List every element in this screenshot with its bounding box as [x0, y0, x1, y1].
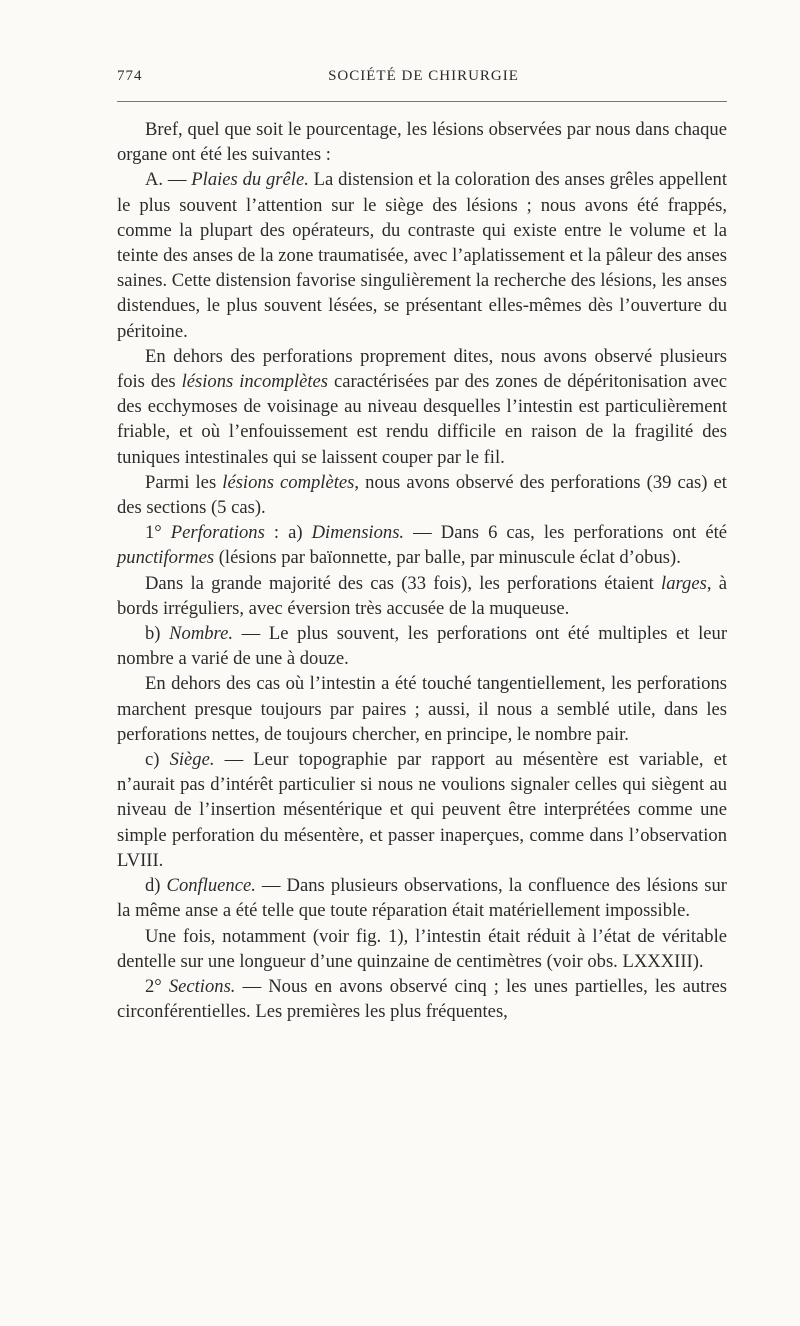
paragraph-nombre: b) Nombre. — Le plus souvent, les perforations ont été multiples et leur nombre a varié de une à douze.	[117, 623, 728, 670]
paragraph-sections: 2° Sections. — Nous en avons observé cinq ; les unes partielles, les autres circonférentielles. Les premières les plus fréquentes,	[117, 975, 727, 1023]
paragraph-larges: Dans la grande majorité des cas (33 fois), les perforations étaient larges, à bords irréguliers, avec éversion très accusée de la muqueuse.	[117, 572, 727, 619]
page-number: 774	[117, 68, 143, 84]
paragraph-siege: c) Siège. — Leur topographie par rapport au mésentère est variable, et n’aurait pas d’intérêt particulier si nous ne voulions signaler celles qui siègent au niveau de l’insertion mésentérique et qui peuvent être interprétées comme une simple perforation du mésentère, et passer inaperçues, comme dans l’observation LVIII.	[117, 749, 728, 871]
paragraph-lesions-incompletes: En dehors des perforations proprement dites, nous avons observé plusieurs fois des lésions incomplètes caractérisées par des zones de dépéritonisation avec des ecchymoses de voisinage au niveau desquelles l’intestin est particulièrement friable, et où l’enfouissement est rendu difficile en raison de la fragilité des tuniques intestinales qui se laissent couper par le fil.	[117, 345, 728, 468]
paragraph-plaies-du-grele: A. — Plaies du grêle. La distension et la coloration des anses grêles appellent le plus souvent l’attention sur le siège des lésions ; nous avons été frappés, comme la plupart des opérateurs, du contraste qui existe entre le volume et la teinte des anses de la zone traumatisée, avec l’aplatissement et la pâleur des anses saines. Cette distension favorise singulièrement la recherche des lésions, les anses distendues, le plus souvent lésées, se présentant elles-mêmes dès l’ouverture du péritoine.	[117, 169, 727, 342]
paragraph-confluence: d) Confluence. — Dans plusieurs observations, la confluence des lésions sur la même anse a été telle que toute réparation était matériellement impossible.	[117, 875, 727, 922]
paragraph-lesions-completes: Parmi les lésions complètes, nous avons observé des perforations (39 cas) et des sections (5 cas).	[117, 471, 727, 519]
paragraph-dentelle: Une fois, notamment (voir fig. 1), l’intestin était réduit à l’état de véritable dentelle sur une longueur d’une quinzaine de centimètres (voir obs. LXXXIII).	[117, 925, 727, 972]
section-heading: Plaies du grêle.	[191, 169, 309, 191]
paragraph-paires: En dehors des cas où l’intestin a été touché tangentiellement, les perforations marchent presque toujours par paires ; aussi, il nous a semblé utile, dans les perforations nettes, de toujours chercher, en principe, le nombre pair.	[117, 673, 727, 745]
running-title: SOCIÉTÉ DE CHIRURGIE	[328, 68, 519, 84]
header-rule	[117, 101, 727, 102]
paragraph-1: Bref, quel que soit le pourcentage, les lésions observées par nous dans chaque organe ont été les suivantes :	[117, 119, 727, 166]
paragraph-perforations: 1° Perforations : a) Dimensions. — Dans 6 cas, les perforations ont été punctiformes (lésions par baïonnette, par balle, par minuscule éclat d’obus).	[117, 522, 727, 569]
page-header	[117, 68, 730, 90]
body-text	[117, 117, 727, 1024]
